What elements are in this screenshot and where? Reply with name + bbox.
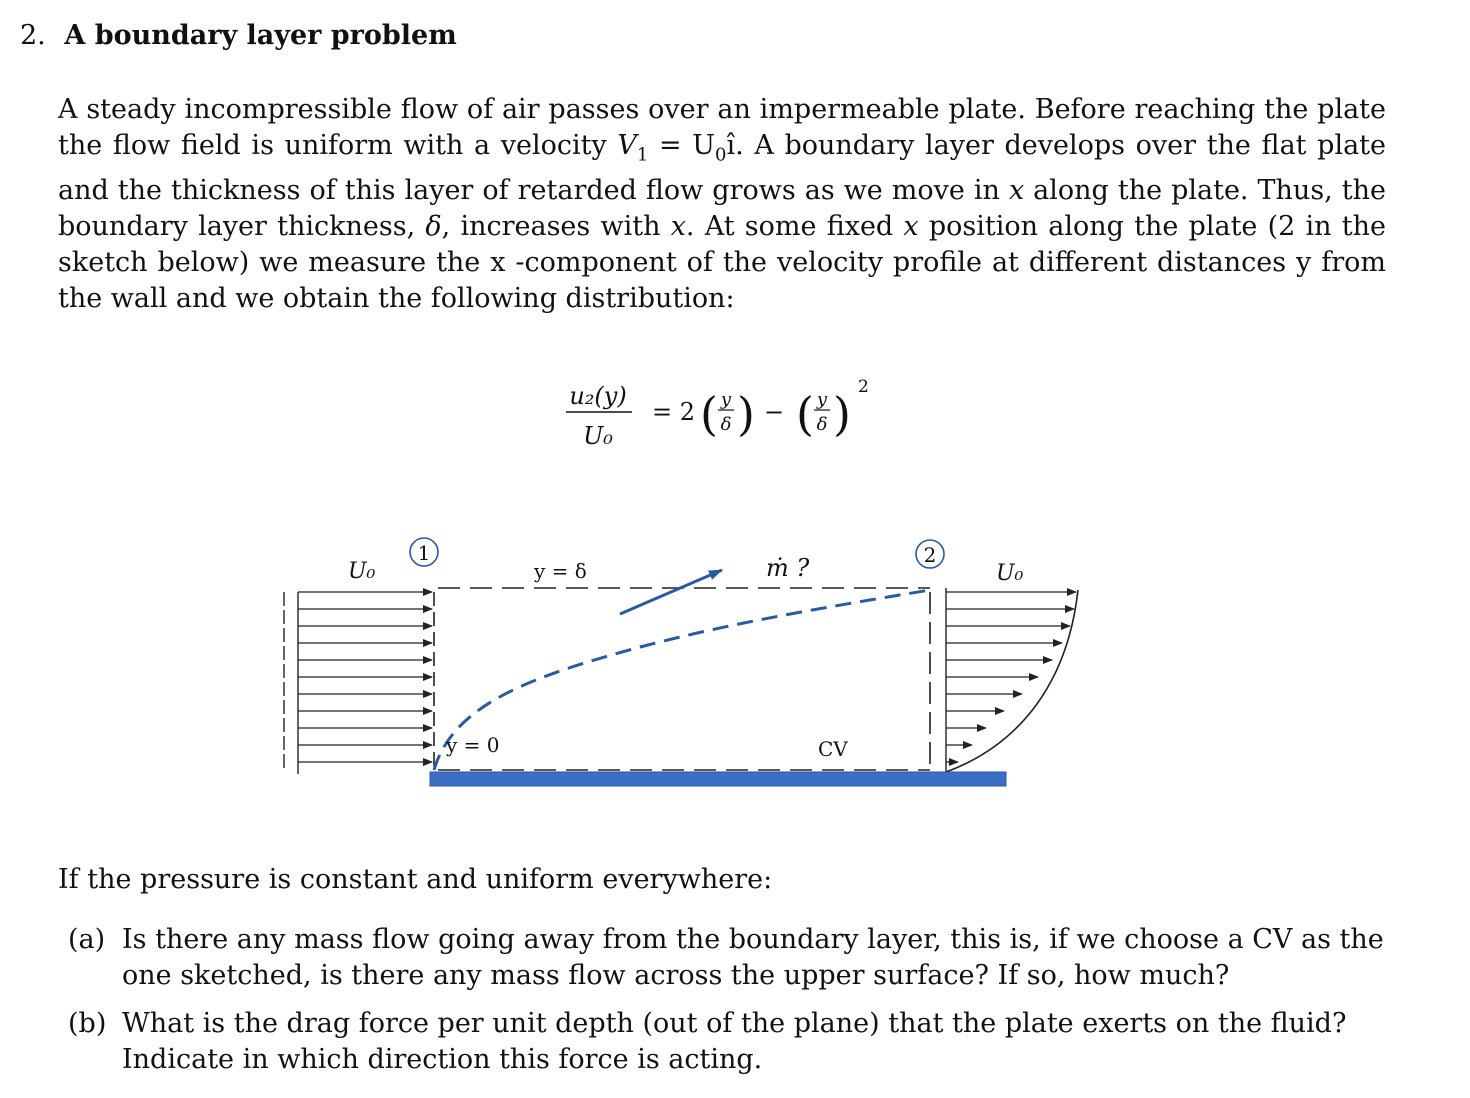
eq-paren: ( <box>700 387 718 441</box>
statement-text-2: = U <box>648 130 716 161</box>
eq-exponent: 2 <box>858 377 869 397</box>
question-text: Is there any mass flow going away from the boundary layer, this is, if we choose a CV as the one sketched, is there any mass flow across the upper surface? If so, how much? <box>122 924 1384 991</box>
eq-paren: ) <box>737 387 755 441</box>
statement-text-6: . At some fixed <box>685 211 904 243</box>
station-1-label: 1 <box>417 541 431 565</box>
u0-right-label: U₀ <box>996 561 1024 586</box>
flat-plate <box>430 772 1006 786</box>
eq-frac1-num: y <box>720 389 732 410</box>
boundary-layer-diagram <box>262 530 1102 810</box>
u-subscript: 0 <box>715 144 727 166</box>
eq-minus: − <box>764 398 785 426</box>
outlet-velocity-arrows <box>946 592 1076 762</box>
y-delta-label: y = δ <box>534 559 587 583</box>
x-symbol: x <box>670 211 686 243</box>
problem-number: 2. <box>20 20 46 51</box>
problem-heading <box>20 20 457 51</box>
eq-denominator: U₀ <box>583 422 613 450</box>
eq-equals-two: = 2 <box>652 398 696 426</box>
mass-flow-label: ṁ ? <box>766 554 810 582</box>
question-label: (b) <box>68 1008 107 1039</box>
delta-symbol: δ <box>425 211 442 243</box>
eq-frac2-num: y <box>816 389 828 410</box>
mass-flow-arrow <box>620 570 722 614</box>
statement-text-7: position along the plate (2 in the sketch below) we measure the x -component of the velocity profile at different distances y from the wall and we obtain the following distribution: <box>58 211 1386 315</box>
inlet-velocity-arrows <box>298 592 432 762</box>
problem-statement <box>58 92 1386 317</box>
problem-title: A boundary layer problem <box>64 20 457 51</box>
velocity-profile-equation <box>560 372 890 462</box>
eq-frac1-den: δ <box>720 414 732 435</box>
statement-text-1: A steady incompressible flow of air passes over an impermeable plate. Before reaching the plate the flow field is uniform with a velocity <box>58 94 1386 161</box>
x-symbol: x <box>903 211 919 243</box>
x-symbol: x <box>1008 175 1025 207</box>
statement-text-4: along the plate. Thus, the boundary layer thickness, <box>58 175 1386 243</box>
eq-paren: ( <box>796 387 814 441</box>
eq-paren: ) <box>833 387 851 441</box>
control-volume <box>434 588 930 770</box>
statement-text-3: î. A boundary layer develops over the flat plate and the thickness of this layer of retarded flow grows as we move in <box>58 130 1387 207</box>
eq-numerator: u₂(y) <box>569 382 627 410</box>
u0-left-label: U₀ <box>348 559 376 584</box>
velocity-symbol: V <box>617 130 637 161</box>
velocity-subscript: 1 <box>636 144 649 166</box>
boundary-layer-edge <box>434 590 930 770</box>
question-label: (a) <box>68 924 106 955</box>
y-zero-label: y = 0 <box>446 733 500 757</box>
cv-label: CV <box>818 737 848 761</box>
question-text: What is the drag force per unit depth (out of the plane) that the plate exerts on the fluid? Indicate in which direction this force is acting. <box>122 1008 1347 1075</box>
station-2-label: 2 <box>923 543 937 567</box>
statement-text-5: , increases with <box>441 211 671 243</box>
pressure-condition: If the pressure is constant and uniform everywhere: <box>58 864 773 895</box>
eq-frac2-den: δ <box>816 414 828 435</box>
